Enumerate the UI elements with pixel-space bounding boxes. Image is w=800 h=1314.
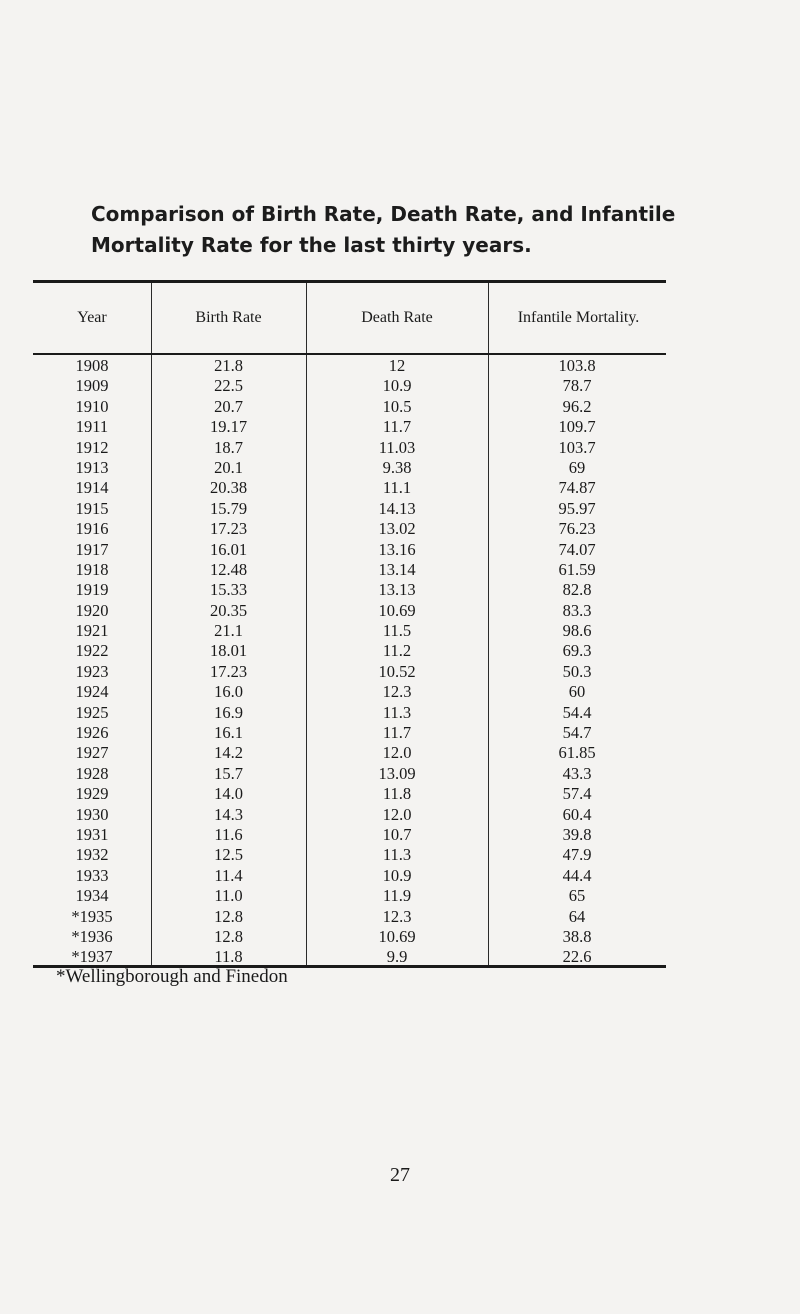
cell-death-rate: 11.9 (382, 886, 412, 906)
cell-birth-rate: 20.35 (209, 600, 248, 620)
cell-birth-rate: 15.79 (209, 498, 248, 518)
cell-death-rate: 11.5 (382, 621, 412, 641)
cell-death-rate: 10.69 (378, 600, 416, 620)
page-title: Comparison of Birth Rate, Death Rate, and Infantile Mortality Rate for the last thirty years. (91, 202, 676, 257)
cell-birth-rate: 18.01 (209, 641, 248, 661)
cell-birth-rate: 20.7 (214, 396, 243, 416)
cell-infantile-mortality: 103.7 (558, 437, 596, 457)
cell-infantile-mortality: 76.23 (558, 519, 596, 539)
cell-death-rate: 12.0 (382, 743, 412, 763)
cell-birth-rate: 11.4 (214, 865, 243, 885)
cell-death-rate: 9.38 (382, 457, 412, 477)
cell-death-rate: 11.7 (382, 723, 412, 743)
cell-birth-rate: 14.0 (214, 784, 243, 804)
table-row (33, 784, 666, 804)
cell-infantile-mortality: 60.4 (562, 804, 592, 824)
cell-year: 1912 (75, 437, 109, 457)
cell-death-rate: 11.2 (382, 641, 412, 661)
table-row (33, 499, 666, 519)
cell-birth-rate: 19.17 (209, 417, 248, 437)
table-row (33, 662, 666, 682)
table-row (33, 458, 666, 478)
cell-year: *1935 (71, 906, 113, 926)
cell-infantile-mortality: 61.59 (558, 559, 596, 579)
footnote: *Wellingborough and Finedon (56, 966, 288, 987)
table-row (33, 886, 666, 906)
cell-death-rate: 10.69 (378, 926, 416, 946)
cell-death-rate: 13.09 (378, 763, 416, 783)
cell-birth-rate: 14.2 (214, 743, 243, 763)
cell-death-rate: 12.0 (382, 804, 412, 824)
cell-birth-rate: 12.5 (214, 845, 243, 865)
cell-birth-rate: 11.8 (214, 947, 243, 967)
cell-year: 1929 (75, 784, 109, 804)
cell-birth-rate: 15.7 (214, 763, 243, 783)
cell-infantile-mortality: 39.8 (562, 824, 592, 844)
cell-infantile-mortality: 96.2 (562, 396, 592, 416)
cell-year: 1911 (75, 417, 109, 437)
header-infantile-mortality: Infantile Mortality. (517, 309, 640, 326)
cell-year: 1909 (75, 376, 109, 396)
cell-infantile-mortality: 38.8 (562, 926, 592, 946)
cell-year: 1924 (75, 682, 109, 702)
cell-year: 1921 (75, 621, 109, 641)
cell-infantile-mortality: 78.7 (562, 376, 592, 396)
cell-birth-rate: 16.0 (214, 682, 243, 702)
cell-death-rate: 11.3 (382, 845, 412, 865)
cell-infantile-mortality: 61.85 (558, 743, 596, 763)
table-body (33, 356, 666, 968)
table-row (33, 417, 666, 437)
cell-year: 1916 (75, 519, 109, 539)
cell-infantile-mortality: 74.87 (558, 478, 596, 498)
table-row (33, 723, 666, 743)
cell-birth-rate: 20.38 (209, 478, 248, 498)
table-row (33, 560, 666, 580)
cell-death-rate: 14.13 (378, 498, 416, 518)
cell-infantile-mortality: 54.7 (562, 723, 592, 743)
cell-infantile-mortality: 43.3 (562, 763, 592, 783)
cell-death-rate: 10.7 (382, 824, 412, 844)
cell-birth-rate: 12.8 (214, 906, 243, 926)
header-death-rate: Death Rate (361, 309, 433, 326)
cell-infantile-mortality: 109.7 (558, 417, 596, 437)
cell-death-rate: 12.3 (382, 682, 412, 702)
table-row (33, 805, 666, 825)
cell-infantile-mortality: 54.4 (562, 702, 592, 722)
cell-death-rate: 11.3 (382, 702, 412, 722)
cell-death-rate: 10.9 (382, 376, 412, 396)
cell-year: 1918 (75, 559, 109, 579)
cell-year: 1926 (75, 723, 109, 743)
cell-birth-rate: 17.23 (209, 661, 248, 681)
cell-birth-rate: 12.8 (214, 926, 243, 946)
table-row (33, 397, 666, 417)
table-row (33, 682, 666, 702)
cell-infantile-mortality: 95.97 (558, 498, 596, 518)
cell-death-rate: 12.3 (382, 906, 412, 926)
table-row (33, 540, 666, 560)
cell-year: 1934 (75, 886, 109, 906)
table-row (33, 703, 666, 723)
cell-year: 1933 (75, 865, 109, 885)
cell-birth-rate: 20.1 (214, 457, 243, 477)
cell-year: 1927 (75, 743, 109, 763)
table-row (33, 764, 666, 784)
cell-death-rate: 12 (388, 356, 406, 375)
table-row (33, 927, 666, 947)
cell-infantile-mortality: 64 (568, 906, 586, 926)
cell-death-rate: 13.14 (378, 559, 416, 579)
rates-table (33, 280, 666, 968)
cell-year: 1931 (75, 824, 109, 844)
cell-infantile-mortality: 74.07 (558, 539, 596, 559)
cell-infantile-mortality: 22.6 (562, 947, 592, 967)
cell-infantile-mortality: 44.4 (562, 865, 592, 885)
cell-birth-rate: 14.3 (214, 804, 243, 824)
cell-birth-rate: 12.48 (209, 559, 248, 579)
cell-infantile-mortality: 50.3 (562, 661, 592, 681)
table-row (33, 356, 666, 376)
cell-death-rate: 10.5 (382, 396, 412, 416)
table-row (33, 580, 666, 600)
table-row (33, 438, 666, 458)
header-birth-rate: Birth Rate (195, 309, 262, 326)
cell-birth-rate: 16.9 (214, 702, 243, 722)
cell-infantile-mortality: 60 (568, 682, 586, 702)
cell-year: 1920 (75, 600, 109, 620)
cell-death-rate: 11.7 (382, 417, 412, 437)
cell-birth-rate: 16.1 (214, 723, 243, 743)
cell-year: 1914 (75, 478, 109, 498)
cell-death-rate: 11.1 (382, 478, 412, 498)
table-row (33, 825, 666, 845)
cell-infantile-mortality: 69 (568, 457, 586, 477)
cell-infantile-mortality: 98.6 (562, 621, 592, 641)
cell-birth-rate: 11.6 (214, 824, 243, 844)
cell-birth-rate: 21.1 (214, 621, 243, 641)
cell-death-rate: 13.02 (378, 519, 416, 539)
table-row (33, 519, 666, 539)
cell-death-rate: 11.03 (378, 437, 416, 457)
table-row (33, 478, 666, 498)
cell-death-rate: 10.9 (382, 865, 412, 885)
table-row (33, 907, 666, 927)
cell-infantile-mortality: 69.3 (562, 641, 592, 661)
cell-year: *1937 (71, 947, 113, 967)
table-row (33, 376, 666, 396)
cell-birth-rate: 17.23 (209, 519, 248, 539)
cell-year: 1908 (75, 356, 109, 375)
cell-infantile-mortality: 103.8 (558, 356, 596, 375)
cell-infantile-mortality: 65 (568, 886, 586, 906)
cell-year: 1925 (75, 702, 109, 722)
cell-death-rate: 9.9 (386, 947, 408, 967)
cell-year: 1923 (75, 661, 109, 681)
cell-year: 1913 (75, 457, 109, 477)
table-row (33, 866, 666, 886)
cell-death-rate: 13.16 (378, 539, 416, 559)
cell-birth-rate: 18.7 (214, 437, 243, 457)
table-row (33, 743, 666, 763)
header-year: Year (77, 309, 107, 326)
cell-death-rate: 10.52 (378, 661, 416, 681)
cell-year: 1910 (75, 396, 109, 416)
cell-year: 1932 (75, 845, 109, 865)
table-header (33, 283, 666, 355)
cell-birth-rate: 21.8 (214, 356, 243, 375)
cell-infantile-mortality: 57.4 (562, 784, 592, 804)
table-row (33, 845, 666, 865)
cell-year: 1917 (75, 539, 109, 559)
page-number: 27 (390, 1164, 410, 1186)
cell-year: 1928 (75, 763, 109, 783)
cell-birth-rate: 15.33 (209, 580, 248, 600)
cell-infantile-mortality: 47.9 (562, 845, 592, 865)
cell-death-rate: 11.8 (382, 784, 412, 804)
cell-year: 1915 (75, 498, 109, 518)
cell-year: 1922 (75, 641, 109, 661)
table-row (33, 621, 666, 641)
cell-year: *1936 (71, 926, 113, 946)
cell-year: 1919 (75, 580, 109, 600)
cell-birth-rate: 11.0 (214, 886, 243, 906)
cell-birth-rate: 16.01 (209, 539, 248, 559)
table-row (33, 601, 666, 621)
cell-birth-rate: 22.5 (214, 376, 243, 396)
cell-death-rate: 13.13 (378, 580, 416, 600)
table-row (33, 641, 666, 661)
cell-infantile-mortality: 83.3 (562, 600, 592, 620)
cell-infantile-mortality: 82.8 (562, 580, 592, 600)
cell-year: 1930 (75, 804, 109, 824)
